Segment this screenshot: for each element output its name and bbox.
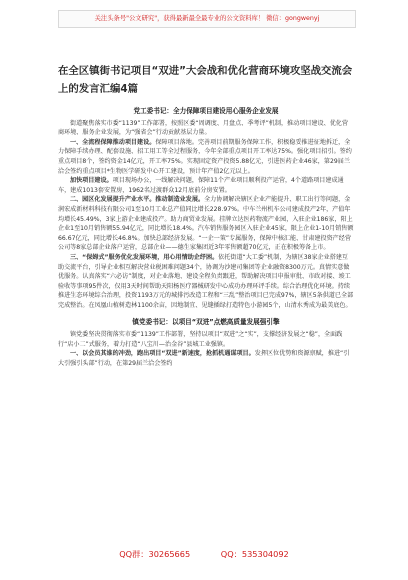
section-2-heading: 镇党委书记：以项目“双进”点燃高质量发展强引擎 <box>132 318 280 327</box>
paragraph <box>58 138 354 176</box>
paragraph <box>58 349 354 368</box>
qq-group: QQ群：30265665 <box>119 549 191 559</box>
paragraph <box>58 176 354 195</box>
paragraph <box>58 195 354 253</box>
paragraph-lead: 加快项目建设。 <box>70 177 113 185</box>
paragraph-text: 全力协调解决辖区企业产能提升、职工出行等问题，金润宏成新材料科技有限公司1至10月工业总产值同比增长228.97%。中车兰州机车公司建成投产2年，产值年均增长45.49%，3家上游企业建成投产。助力商贸业发展。挂牌立达医药物流产业园，入驻企业186家，阳上企业1至10月销售额55.94亿元，同比增长18.4%。汽车销售服务园区入驻企业45家，限上企业1-10月销售额66.67亿元，同比增长46.8%。加快总部经济发展。“一企一策”专属服务，保障中核汇能、甘肃建投资产经营公司等8家总部企业落户运营，总部企业——德生家集团近3年零售额超70亿元，正在积极筹备上市。 <box>58 196 354 252</box>
promo-banner: 关注头条号"公文研究"，获得最新最全最专业的公文资料库！ 微信：gongwenyj <box>58 10 356 28</box>
paragraph-lead: 一、以会员其谁的冲劲，跑出项目“双进”新速度，抢抓机遇谋项目。 <box>70 350 255 358</box>
section-1-heading: 党工委书记：全力保障项目建设用心服务企业发展 <box>133 107 279 115</box>
paragraph-text: 依托街道“大工委”机制，为辖区38家企业搭建互助交流平台，引导企业相互解决营业税困难问题34个，协调为沙建司集团等企业融资8300万元。真情实意做优服务。认真落实“六必访”制度，对企业落地、建设全程负责跟进，帮助解决项目申报审批、市政对接、竣工验收等事项95件次，仅用3天时间帮助天阳杨医疗器械研发中心成功办理环评手续。综合治理优化环境。持续推进生态环境综合治理，投资1193万元的城排污改造工程和“三乱”整治项目已完成97%，辖区5条供道已全部完成整治。在凤凰山植树造林1100余亩，因地制宜、见缝插绿打造特色小游园5个，山清水秀成为最美底色。 <box>58 253 354 309</box>
paragraph-lead: 三、“保姆式”服务优化发展环境，用心用情助企纾困。 <box>70 253 219 261</box>
section-gap <box>58 310 354 314</box>
paragraph-lead: 二、园区化发展提升产业水平。推动制造业发展。 <box>70 196 205 204</box>
paragraph-text: 保障项目落地。完善项目前期服务保障工作，积极稳妥推进征地拆迁，全力保障手续办理、配套设施、招工用工等全过程服务，今年全部重点项目开工率达75%。强化项目招引。签约重点项目8个，签约资金14亿元，开工率75%。实现固定资产投资5.88亿元，引进医药企业46家，第29届兰洽会签约重点项目*生物医学研发中心开工建设，预计年产值2亿元以上。 <box>58 138 352 175</box>
document-title: 在全区镇街书记项目“双进”大会战和优化营商环境攻坚战交流会上的发言汇编4篇 <box>58 65 353 95</box>
paragraph-text: 项目现场办公，一线解决问题，保障11个产业项目顺利投产运营，4个道路项目建成通车，建成1013套安置房，1962名过渡群众12月底前分房安置。 <box>58 177 344 194</box>
paragraph-lead: 一、全流程保障推动项目建设。 <box>70 138 156 146</box>
contact-footer <box>0 549 408 560</box>
qq-number: QQ：535304092 <box>220 549 289 559</box>
paragraph: 街道聚焦落实市委“1139”工作部署，按照区委“周调度、月盘点、季考评”机制，推动项目建设、优化营商环境、服务企业发展，为“强省会”行动贡献基层力量。 <box>58 119 348 137</box>
paragraph: 镇党委坚决贯彻落实市委“1139”工作部署，坚持以项目“双进”之“实”，支撑经济发展之“稳”，全面践行“店小二”式服务，着力打造“八宝川—治金谷”县城工业强镇。 <box>58 331 343 348</box>
paragraph-text: 发挥区位优势和资源禀赋，推进“引大引强引头部”行动，在第29届兰洽会签约 <box>58 350 350 367</box>
paragraph <box>58 253 354 311</box>
document-body <box>58 103 354 533</box>
